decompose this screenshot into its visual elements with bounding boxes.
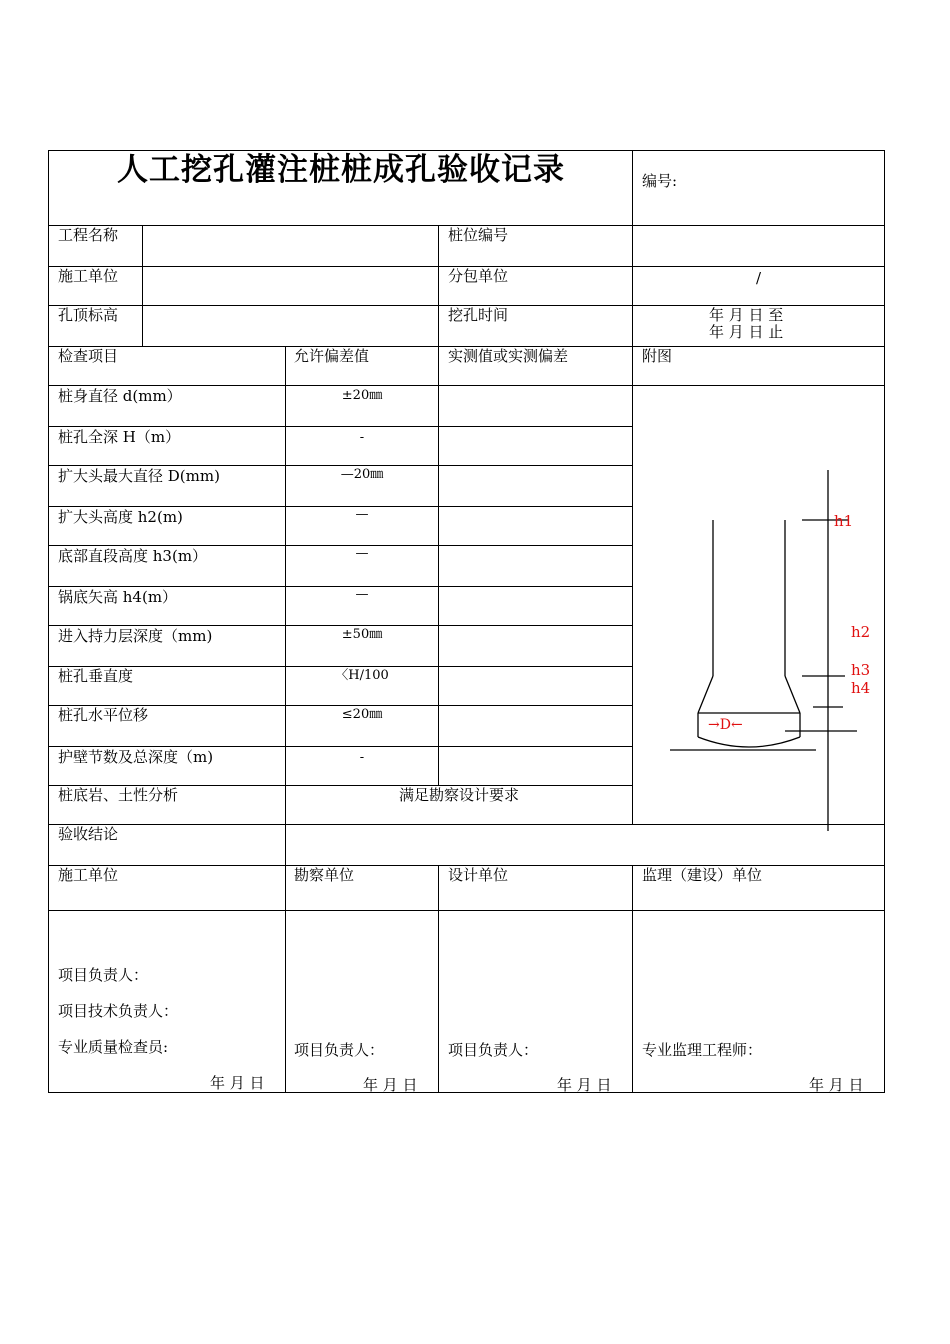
date-field: 年 月 日 xyxy=(210,1074,265,1092)
row-item-label: 桩孔全深 H（m） xyxy=(58,428,181,446)
row-item-label: 底部直段高度 h3(m） xyxy=(58,547,208,565)
row-tolerance-value: ±50㎜ xyxy=(341,627,383,642)
row-tolerance-value: - xyxy=(359,430,365,445)
project-name-label: 工程名称 xyxy=(58,226,119,244)
survey-manager-label: 项目负责人： xyxy=(294,1041,385,1059)
h2-label: h2 xyxy=(851,623,871,641)
design-manager-label: 项目负责人： xyxy=(448,1041,539,1059)
row-item-label: 桩孔水平位移 xyxy=(58,706,149,724)
dig-time-end: 年 月 日 止 xyxy=(709,323,784,341)
date-field: 年 月 日 xyxy=(557,1076,612,1094)
row-item-label: 进入持力层深度（mm) xyxy=(58,627,213,645)
sign-contractor-header: 施工单位 xyxy=(58,866,119,884)
row-tolerance-value: ±20㎜ xyxy=(341,388,383,403)
contractor-label: 施工单位 xyxy=(58,267,119,285)
row-tolerance-value: 〈H/100 xyxy=(335,668,389,683)
column-header-tolerance: 允许偏差值 xyxy=(294,347,370,365)
soil-analysis-value: 满足勘察设计要求 xyxy=(398,786,519,804)
subcontractor-label: 分包单位 xyxy=(448,267,509,285)
row-tolerance-value: —20㎜ xyxy=(340,467,384,482)
document-title: 人工挖孔灌注桩桩成孔验收记录 xyxy=(117,152,565,188)
number-label: 编号: xyxy=(642,172,678,190)
supervision-engineer-label: 专业监理工程师： xyxy=(642,1041,763,1059)
column-header-item: 检查项目 xyxy=(58,347,119,365)
row-item-label: 扩大头最大直径 D(mm) xyxy=(58,467,220,485)
dig-time-start: 年 月 日 至 xyxy=(709,306,784,324)
row-tolerance-value: — xyxy=(355,507,369,522)
diameter-label: →D← xyxy=(708,717,743,733)
quality-inspector-label: 专业质量检查员: xyxy=(58,1038,169,1056)
pile-no-label: 桩位编号 xyxy=(448,226,509,244)
conclusion-label: 验收结论 xyxy=(58,825,119,843)
column-header-figure: 附图 xyxy=(642,347,673,365)
sign-supervision-header: 监理（建设）单位 xyxy=(642,866,763,884)
row-tolerance-value: - xyxy=(359,750,365,765)
subcontractor-value: / xyxy=(755,269,762,287)
column-header-measured: 实测值或实测偏差 xyxy=(448,347,569,365)
sign-design-header: 设计单位 xyxy=(448,866,509,884)
tech-manager-label: 项目技术负责人： xyxy=(58,1002,179,1020)
sign-survey-header: 勘察单位 xyxy=(294,866,355,884)
row-tolerance-value: — xyxy=(355,587,369,602)
row-tolerance-value: — xyxy=(355,546,369,561)
row-item-label: 桩孔垂直度 xyxy=(58,667,134,685)
h1-label: h1 xyxy=(834,512,854,530)
date-field: 年 月 日 xyxy=(363,1076,418,1094)
row-item-label: 锅底矢高 h4(m） xyxy=(58,588,178,606)
row-item-label: 桩身直径 d(mm） xyxy=(58,387,182,405)
h4-label: h4 xyxy=(851,679,871,697)
top-elevation-label: 孔顶标高 xyxy=(58,306,119,324)
date-field: 年 月 日 xyxy=(809,1076,864,1094)
row-item-label: 扩大头高度 h2(m) xyxy=(58,508,183,526)
soil-analysis-label: 桩底岩、土性分析 xyxy=(58,786,179,804)
dig-time-label: 挖孔时间 xyxy=(448,306,509,324)
row-item-label: 护壁节数及总深度（m) xyxy=(58,748,214,766)
h3-label: h3 xyxy=(851,661,871,679)
row-tolerance-value: ≤20㎜ xyxy=(341,707,383,722)
project-manager-label: 项目负责人： xyxy=(58,966,149,984)
